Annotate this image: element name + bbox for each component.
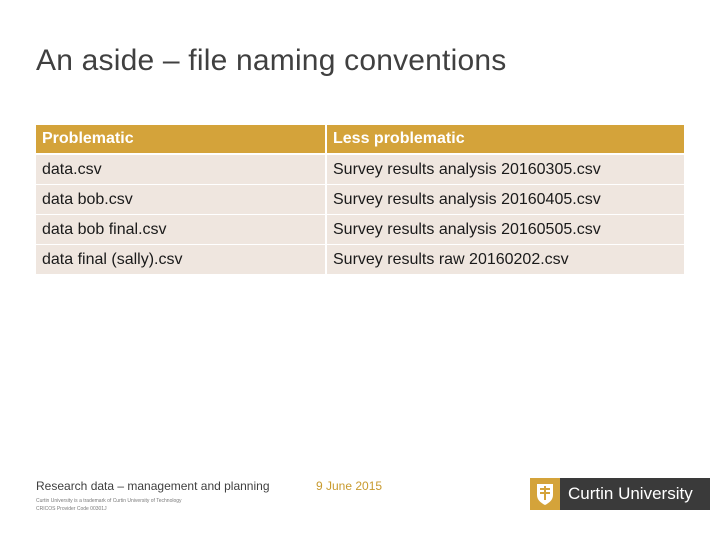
header-problematic: Problematic — [36, 125, 325, 153]
footer-date: 9 June 2015 — [316, 479, 383, 493]
logo-text: Curtin University — [568, 484, 693, 503]
table-cell: data.csv — [36, 155, 325, 184]
footer-trademark: Curtin University is a trademark of Curtin University of Technology — [36, 498, 182, 504]
table-cell: Survey results analysis 20160305.csv — [327, 155, 684, 184]
table-cell: data final (sally).csv — [36, 245, 325, 274]
table-row — [36, 245, 684, 274]
table-cell: Survey results analysis 20160405.csv — [327, 185, 684, 214]
header-less-problematic: Less problematic — [327, 125, 684, 153]
table-cell: data bob.csv — [36, 185, 325, 214]
table-row — [36, 155, 684, 184]
table-row — [36, 185, 684, 214]
footer-title: Research data – management and planning — [36, 479, 270, 493]
curtin-logo — [530, 478, 710, 510]
table-cell: data bob final.csv — [36, 215, 325, 244]
table-cell: Survey results analysis 20160505.csv — [327, 215, 684, 244]
file-naming-table — [36, 125, 684, 275]
slide-title: An aside – file naming conventions — [36, 44, 507, 77]
table-header-row — [36, 125, 684, 153]
crest-icon — [530, 478, 560, 510]
table-row — [36, 215, 684, 244]
table-cell: Survey results raw 20160202.csv — [327, 245, 684, 274]
footer-cricos: CRICOS Provider Code 00301J — [36, 506, 107, 512]
